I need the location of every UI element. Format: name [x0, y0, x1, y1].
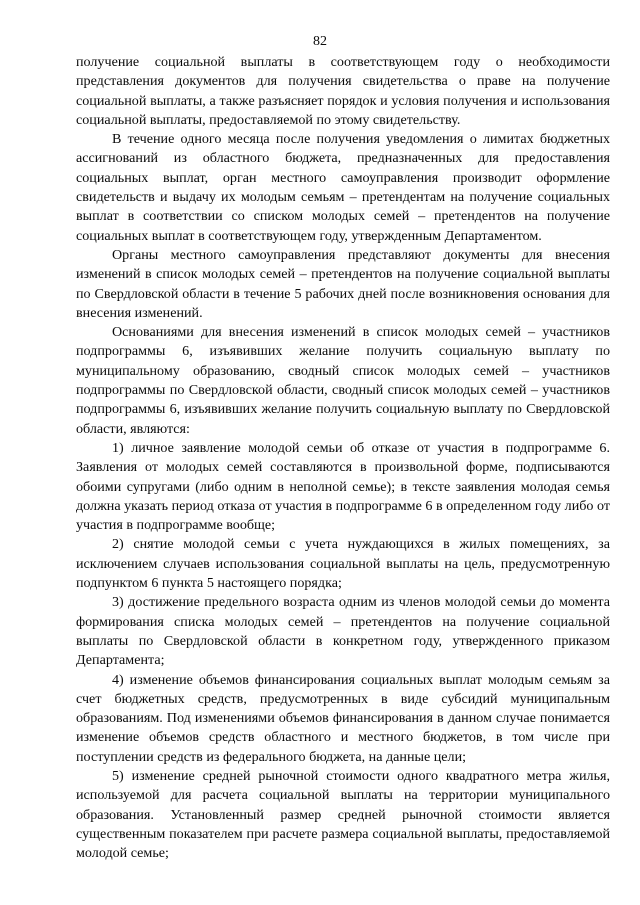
paragraph-certificate-issuance: В течение одного месяца после получения уведомления о лимитах бюджетных ассигнований из областного бюджета, предназначенных для предоставления социальных выплат, орган местного самоуправления производит оформление свидетельств и выдачу их молодым семьям – претендентам на получение социальных выплат в соответствии со списком молодых семей – претендентов на получение социальных выплат в соответствующем году, утвержденным Департаментом.: [76, 131, 610, 244]
list-item-3: 3) достижение предельного возраста одним из членов молодой семьи до момента формирования списка молодых семей – претендентов на получение социальной выплаты по Свердловской области в конкретном году, утвержденного приказом Департамента;: [76, 594, 610, 669]
paragraph-grounds-intro: Основаниями для внесения изменений в список молодых семей – участников подпрограммы 6, изъявивших желание получить социальную выплату по муниципальному образованию, сводный список молодых семей – участников подпрограммы по Свердловской области, сводный список молодых семей – участников подпрограммы 6, изъявивших желание получить социальную выплату по Свердловской области, являются:: [76, 324, 610, 437]
paragraph-continuation: получение социальной выплаты в соответствующем году о необходимости представления документов для получения свидетельства о праве на получение социальной выплаты, а также разъясняет порядок и условия получения и использования социальной выплаты, предоставляемой по этому свидетельству.: [76, 54, 610, 128]
list-item-2: 2) снятие молодой семьи с учета нуждающихся в жилых помещениях, за исключением случаев использования социальной выплаты на цель, предусмотренную подпунктом 6 пункта 5 настоящего порядка;: [76, 536, 610, 592]
list-item-4: 4) изменение объемов финансирования социальных выплат молодым семьям за счет бюджетных средств, предусмотренных в виде субсидий муниципальным образованиям. Под изменениями объемов финансирования в данном случае понимается изменение объемов средств областного и местного бюджетов, в том числе при поступлении средств из федерального бюджета, на данные цели;: [76, 671, 610, 765]
list-item-1: 1) личное заявление молодой семьи об отказе от участия в подпрограмме 6. Заявления от молодых семей составляются в произвольной форме, подписываются обоими супругами (либо одним в неполной семье); в тексте заявления молодая семья должна указать период отказа от участия в подпрограмме 6 в определенном году либо от участия в подпрограмме вообще;: [76, 439, 610, 534]
page-number: 82: [313, 34, 327, 49]
document-body: [76, 53, 610, 863]
list-item-5: 5) изменение средней рыночной стоимости одного квадратного метра жилья, используемой для расчета социальной выплаты на территории муниципального образования. Установленный размер средней рыночной стоимости является существенным показателем при расчете размера социальной выплаты, предоставляемой молодой семье;: [76, 767, 610, 862]
paragraph-list-changes-submission: Органы местного самоуправления представляют документы для внесения изменений в список молодых семей – претендентов на получение социальной выплаты по Свердловской области в течение 5 рабочих дней после возникновения основания для внесения изменений.: [76, 246, 610, 321]
